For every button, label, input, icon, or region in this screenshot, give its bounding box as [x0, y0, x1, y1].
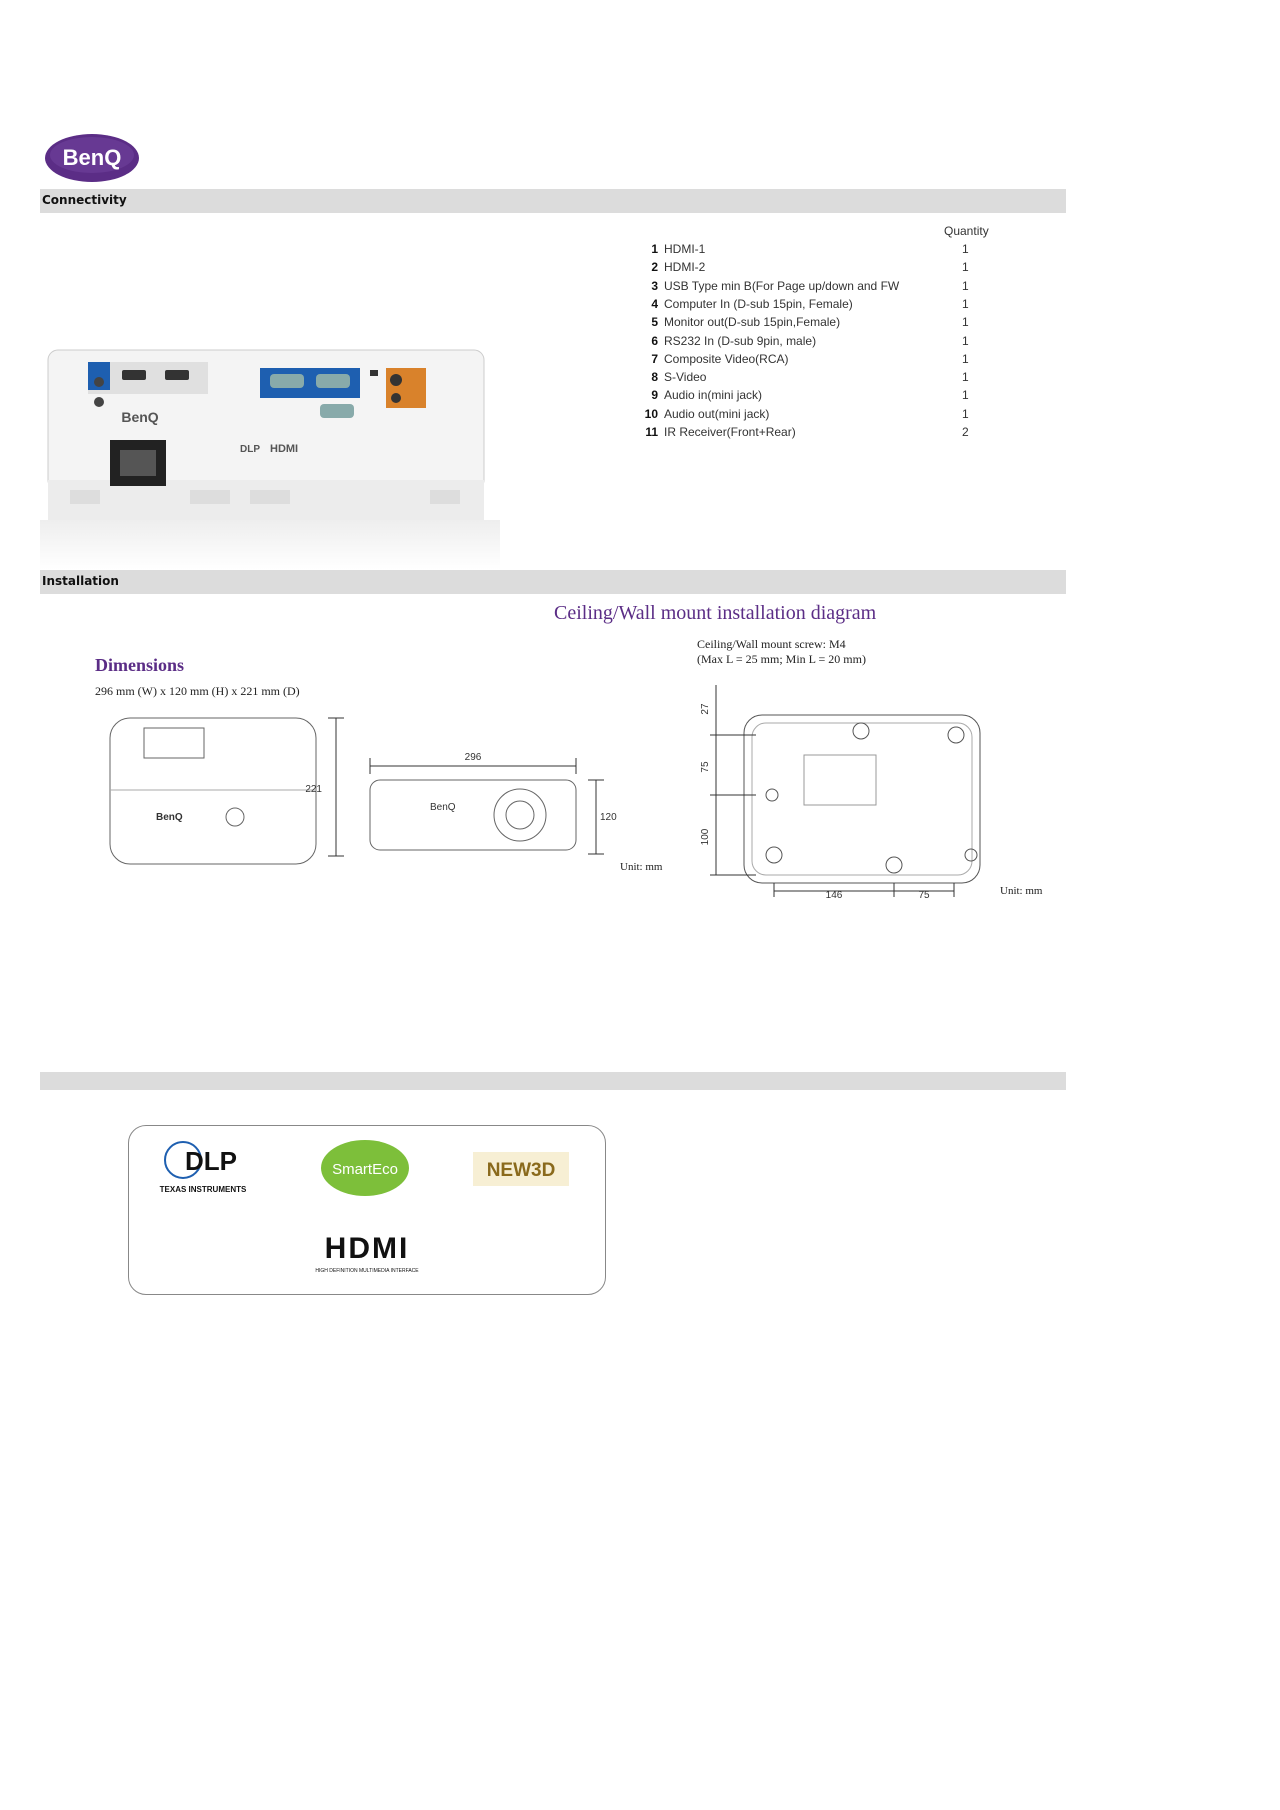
hdmi-logo-text: HDMI	[324, 1232, 410, 1265]
connector-number: 9	[651, 388, 658, 403]
connectivity-row	[640, 315, 1000, 333]
hdmi-logo-subtext: HIGH DEFINITION MULTIMEDIA INTERFACE	[315, 1268, 419, 1274]
connector-number: 6	[651, 333, 658, 348]
dlp-logo-text: DLP	[185, 1146, 237, 1176]
connector-quantity: 1	[962, 351, 969, 366]
front-brand-text: BenQ	[156, 812, 183, 823]
connectivity-row	[640, 279, 1000, 297]
benq-logo	[44, 133, 140, 183]
connectivity-row	[640, 297, 1000, 315]
installation-heading: Installation	[42, 574, 119, 588]
bottom-dim-b: 75	[700, 761, 711, 773]
connector-name: HDMI-2	[664, 260, 706, 275]
screw-line-1: Ceiling/Wall mount screw: M4	[697, 637, 846, 651]
connector-quantity: 2	[962, 425, 969, 439]
screw-line-2: (Max L = 25 mm; Min L = 20 mm)	[697, 652, 866, 666]
dimensions-title: Dimensions	[95, 655, 185, 675]
new3d-logo-text: NEW3D	[486, 1160, 556, 1181]
bottom-dim-e: 75	[918, 890, 930, 900]
connectivity-row	[640, 334, 1000, 352]
connector-name: RS232 In (D-sub 9pin, male)	[664, 333, 817, 348]
dlp-logo	[159, 1138, 259, 1198]
installation-section-bar	[40, 570, 1066, 594]
smarteco-logo	[317, 1138, 413, 1198]
connectivity-row	[640, 242, 1000, 260]
connectivity-row	[640, 425, 1000, 443]
feature-logos-box	[128, 1125, 606, 1295]
connectivity-row	[640, 388, 1000, 406]
connector-quantity: 1	[962, 388, 969, 403]
connectivity-row	[640, 407, 1000, 425]
side-brand-text: BenQ	[430, 802, 456, 813]
bottom-view-drawing	[696, 675, 996, 900]
bottom-dim-c: 100	[700, 828, 711, 846]
quantity-header: Quantity	[944, 224, 989, 238]
ceiling-title: Ceiling/Wall mount installation diagram	[554, 602, 877, 624]
connector-number: 5	[651, 315, 658, 330]
rear-dlp-mark: DLP	[240, 444, 260, 455]
new3d-logo	[469, 1144, 573, 1194]
connector-number: 3	[651, 278, 658, 293]
features-section-bar	[40, 1072, 1066, 1090]
dim-width: 296	[464, 752, 482, 763]
connector-name: Audio out(mini jack)	[664, 406, 770, 421]
connector-quantity: 1	[962, 333, 969, 348]
connector-quantity: 1	[962, 260, 969, 275]
connector-name: Monitor out(D-sub 15pin,Female)	[664, 315, 841, 330]
connector-quantity: 1	[962, 242, 969, 256]
hdmi-logo	[299, 1230, 435, 1276]
connector-quantity: 1	[962, 315, 969, 330]
bottom-dim-a: 27	[700, 703, 711, 715]
rear-brand-text: BenQ	[121, 409, 159, 425]
connector-name: S-Video	[664, 370, 707, 385]
connector-name: Computer In (D-sub 15pin, Female)	[664, 296, 853, 311]
dimensions-drawing	[100, 710, 620, 870]
connectivity-row	[640, 370, 1000, 388]
benq-logo-text: BenQ	[62, 145, 122, 170]
smarteco-logo-text: SmartEco	[332, 1161, 398, 1178]
rear-hdmi-mark: HDMI	[270, 443, 299, 455]
connector-number: 7	[651, 351, 658, 366]
unit-label-dimensions: Unit: mm	[620, 861, 663, 873]
connector-name: Audio in(mini jack)	[664, 388, 763, 403]
connector-number: 8	[651, 370, 658, 385]
dim-height: 120	[600, 812, 617, 823]
connector-number: 4	[651, 296, 658, 311]
connectivity-section-bar	[40, 189, 1066, 213]
connector-name: Composite Video(RCA)	[664, 351, 789, 366]
bottom-dim-d: 146	[825, 890, 843, 900]
ti-logo-text: TEXAS INSTRUMENTS	[159, 1185, 247, 1194]
dimensions-text: 296 mm (W) x 120 mm (H) x 221 mm (D)	[95, 684, 300, 698]
connector-quantity: 1	[962, 296, 969, 311]
connectivity-row	[640, 260, 1000, 278]
connector-name: HDMI-1	[664, 242, 706, 256]
connector-name: USB Type min B(For Page up/down and FW	[664, 278, 900, 293]
connectivity-row	[640, 352, 1000, 370]
connector-number: 10	[644, 406, 658, 421]
connector-number: 1	[651, 242, 658, 256]
connector-quantity: 1	[962, 370, 969, 385]
connector-quantity: 1	[962, 406, 969, 421]
dim-depth: 221	[305, 784, 322, 795]
connector-name: IR Receiver(Front+Rear)	[664, 425, 796, 439]
connectivity-heading: Connectivity	[42, 193, 127, 207]
connector-quantity: 1	[962, 278, 969, 293]
projector-rear-image	[40, 340, 500, 570]
unit-label-ceiling: Unit: mm	[1000, 885, 1043, 897]
connector-number: 2	[651, 260, 658, 275]
connector-number: 11	[645, 425, 658, 439]
